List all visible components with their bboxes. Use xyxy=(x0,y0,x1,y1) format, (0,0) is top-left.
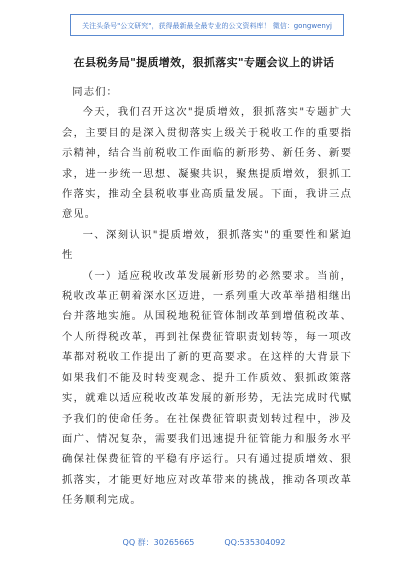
section-heading: 一、深刻认识"提质增效，狠抓落实"的重要性和紧迫性 xyxy=(62,228,352,262)
document-body xyxy=(62,82,352,511)
footer xyxy=(0,537,408,548)
footer-qq: QQ:535304092 xyxy=(224,538,286,547)
footer-qq-group: QQ 群：30265665 xyxy=(122,538,195,547)
intro-paragraph: 今天，我们召开这次"提质增效，狠抓落实"专题扩大会，主要目的是深入贯彻落实上级关于税收工作的重要指示精神，结合当前税收工作面临的新形势、新任务、新要求，进一步统一思想、凝聚共识，聚焦提质增效，狠抓工作落实，推动全县税收事业高质量发展。下面，我讲三点意见。 xyxy=(62,106,352,221)
document-title: 在县税务局"提质增效，狠抓落实"专题会议上的讲话 xyxy=(73,56,335,69)
banner-text: 关注头条号"公文研究"，获得最新最全最专业的公文资料库！ 微信：gongwenyj xyxy=(82,22,332,30)
greeting: 同志们： xyxy=(72,86,118,98)
header-banner xyxy=(70,14,344,36)
subsection-paragraph: （一）适应税收改革发展新形势的必然要求。当前，税收改革正朝着深水区迈进，一系列重大改革举措相继出台并落地实施。从国税地税征管体制改革到增值税改革、个人所得税改革，再到社保费征管职责划转等，每一项改革都对税收工作提出了新的更高要求。在这样的大背景下如果我们不能及时转变观念、提升工作质效、狠抓政策落实，就难以适应税收改革发展的新形势，无法完成时代赋予我们的使命任务。在社保费征管职责划转过程中，涉及面广、情况复杂，需要我们迅速提升征管能力和服务水平确保社保费征管的平稳有序运行。只有通过提质增效、狠抓落实，才能更好地应对改革带来的挑战，推动各项改革任务顺利完成。 xyxy=(62,269,352,507)
